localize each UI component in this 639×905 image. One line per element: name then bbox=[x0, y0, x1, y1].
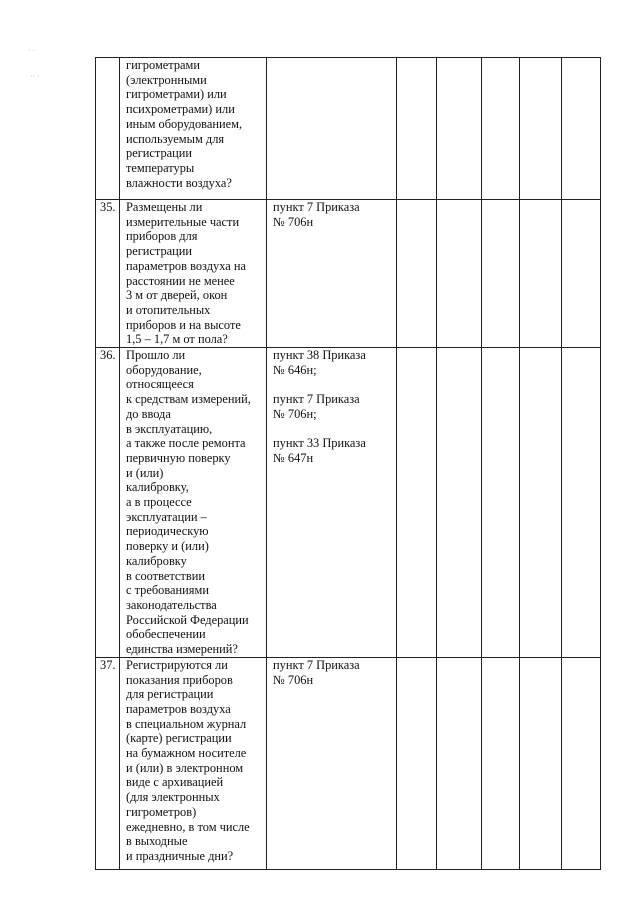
question-line: виде с архивацией bbox=[126, 775, 224, 790]
question-line: иным оборудованием, bbox=[126, 116, 243, 131]
question-line: показания приборов bbox=[126, 672, 233, 687]
question-line: (для электронных bbox=[126, 790, 220, 805]
question-line: законодательства bbox=[126, 597, 217, 612]
question-line: температуры bbox=[126, 160, 195, 175]
reference-spacer bbox=[273, 422, 393, 437]
question-line: приборов и на высоте bbox=[126, 317, 241, 332]
reference-spacer bbox=[273, 377, 393, 392]
row-number-cell bbox=[96, 200, 120, 348]
question-line: гигрометров) bbox=[126, 804, 197, 819]
note-cell bbox=[520, 348, 562, 658]
question-line: Прошло ли bbox=[126, 348, 186, 363]
question-line: психрометрами) или bbox=[126, 102, 235, 117]
note-cell bbox=[520, 200, 562, 348]
question-line: используемым для bbox=[126, 131, 225, 146]
question-cell bbox=[120, 58, 267, 200]
question-line: к средствам измерений, bbox=[126, 392, 251, 407]
question-line: калибровку, bbox=[126, 480, 189, 495]
question-line: в специальном журнал bbox=[126, 716, 247, 731]
question-line: и отопительных bbox=[126, 302, 211, 317]
answer-no-cell bbox=[437, 58, 482, 200]
question-line: на бумажном носителе bbox=[126, 746, 247, 761]
row-number-cell bbox=[96, 58, 120, 200]
question-line: Размещены ли bbox=[126, 200, 203, 214]
question-line: эксплуатации – bbox=[126, 509, 207, 524]
question-cell bbox=[120, 200, 267, 348]
question-line: до ввода bbox=[126, 406, 171, 421]
question-line: ежедневно, в том числе bbox=[126, 819, 250, 834]
checklist-table bbox=[95, 57, 601, 870]
question-line: с требованиями bbox=[126, 583, 209, 598]
not-applicable-cell bbox=[482, 657, 520, 869]
question-line: единства измерений? bbox=[126, 642, 238, 657]
question-line: влажности воздуха? bbox=[126, 175, 232, 190]
legal-reference-line: пункт 33 Приказа bbox=[273, 436, 366, 451]
table-row bbox=[96, 348, 601, 658]
row-number: 36. bbox=[100, 348, 116, 363]
legal-reference-cell bbox=[267, 58, 397, 200]
scan-artifact: · · bbox=[28, 46, 36, 55]
table-body bbox=[96, 58, 601, 870]
question-line: для регистрации bbox=[126, 687, 214, 702]
question-line: параметров воздуха bbox=[126, 701, 231, 716]
answer-yes-cell bbox=[397, 657, 437, 869]
question-line: в эксплуатацию, bbox=[126, 421, 213, 436]
question-line: 3 м от дверей, окон bbox=[126, 288, 228, 303]
question-line: поверку и (или) bbox=[126, 539, 209, 554]
legal-reference-line: № 706н bbox=[273, 672, 314, 687]
extra-cell bbox=[562, 200, 601, 348]
question-line: в соответствии bbox=[126, 568, 205, 583]
question-line: регистрации bbox=[126, 146, 193, 161]
question-line: параметров воздуха на bbox=[126, 258, 246, 273]
answer-no-cell bbox=[437, 348, 482, 658]
question-line: приборов для bbox=[126, 229, 198, 244]
legal-reference-line: пункт 7 Приказа bbox=[273, 392, 360, 407]
row-number: 35. bbox=[100, 200, 116, 214]
answer-yes-cell bbox=[397, 348, 437, 658]
question-line: относящееся bbox=[126, 377, 194, 392]
answer-yes-cell bbox=[397, 58, 437, 200]
table-row bbox=[96, 58, 601, 200]
legal-reference-line: пункт 7 Приказа bbox=[273, 657, 360, 672]
answer-yes-cell bbox=[397, 200, 437, 348]
legal-reference-cell bbox=[267, 200, 397, 348]
question-line: периодическую bbox=[126, 524, 209, 539]
row-number: 37. bbox=[100, 657, 116, 672]
legal-reference-line: пункт 7 Приказа bbox=[273, 200, 360, 214]
extra-cell bbox=[562, 348, 601, 658]
question-line: а также после ремонта bbox=[126, 436, 246, 451]
question-line: а в процессе bbox=[126, 495, 192, 510]
question-line: Регистрируются ли bbox=[126, 657, 228, 672]
legal-reference-cell bbox=[267, 657, 397, 869]
question-cell bbox=[120, 348, 267, 658]
legal-reference-line: № 706н bbox=[273, 214, 314, 229]
not-applicable-cell bbox=[482, 58, 520, 200]
question-line: расстоянии не менее bbox=[126, 273, 235, 288]
question-line: измерительные части bbox=[126, 214, 240, 229]
answer-no-cell bbox=[437, 200, 482, 348]
not-applicable-cell bbox=[482, 200, 520, 348]
legal-reference-line: № 646н; bbox=[273, 362, 317, 377]
legal-reference-line: № 706н; bbox=[273, 406, 317, 421]
not-applicable-cell bbox=[482, 348, 520, 658]
question-line: в выходные bbox=[126, 834, 188, 849]
extra-cell bbox=[562, 657, 601, 869]
note-cell bbox=[520, 58, 562, 200]
table-row bbox=[96, 200, 601, 348]
question-line: регистрации bbox=[126, 244, 193, 259]
question-line: 1,5 – 1,7 м от пола? bbox=[126, 332, 228, 347]
question-cell bbox=[120, 657, 267, 869]
legal-reference-cell bbox=[267, 348, 397, 658]
question-line: гигрометрами) или bbox=[126, 87, 227, 102]
question-line: (карте) регистрации bbox=[126, 731, 232, 746]
scan-artifact: ·· · bbox=[30, 72, 40, 81]
legal-reference-line: пункт 38 Приказа bbox=[273, 348, 366, 363]
question-line: и (или) в электронном bbox=[126, 760, 244, 775]
question-line: обобеспечении bbox=[126, 627, 206, 642]
question-line: (электронными bbox=[126, 72, 207, 87]
question-line: и праздничные дни? bbox=[126, 848, 234, 863]
row-number-cell bbox=[96, 348, 120, 658]
question-line: Российской Федерации bbox=[126, 612, 249, 627]
note-cell bbox=[520, 657, 562, 869]
question-line: оборудование, bbox=[126, 362, 202, 377]
question-line: калибровку bbox=[126, 553, 187, 568]
table-row bbox=[96, 657, 601, 869]
question-line: и (или) bbox=[126, 465, 164, 480]
row-number-cell bbox=[96, 657, 120, 869]
question-line: гигрометрами bbox=[126, 58, 201, 72]
answer-no-cell bbox=[437, 657, 482, 869]
extra-cell bbox=[562, 58, 601, 200]
legal-reference-line: № 647н bbox=[273, 450, 314, 465]
question-line: первичную поверку bbox=[126, 450, 231, 465]
